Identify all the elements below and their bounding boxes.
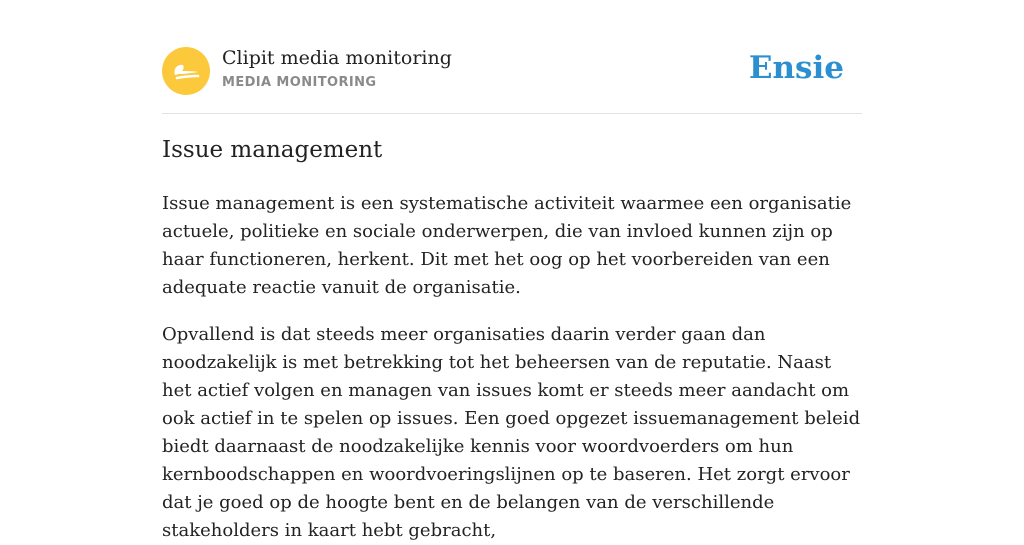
speech-bubble-icon <box>162 47 210 95</box>
article-paragraph: Issue management is een systematische activiteit waarmee een organisatie actuele, politieke en sociale onderwerpen, die van invloed kunnen zijn op haar functioneren, herkent. Dit met het oog op het voorbereiden van een adequate reactie vanuit de organisatie. <box>162 193 852 298</box>
brand-name[interactable]: Clipit media monitoring <box>222 47 452 69</box>
page <box>162 0 862 541</box>
brand-subtitle: MEDIA MONITORING <box>222 75 377 90</box>
article-paragraph: Opvallend is dat steeds meer organisaties daarin verder gaan dan noodzakelijk is met betrekking tot het beheersen van de reputatie. Naast het actief volgen en managen van issues komt er steeds meer aandacht om ook actief in te spelen op issues. Een goed opgezet issuemanagement beleid biedt daarnaast de noodzakelijke kennis voor woordvoerders om hun kernboodschappen en woordvoeringslijnen op te baseren. Het zorgt ervoor dat je goed op de hoogte bent en de belangen van de verschillende stakeholders in kaart hebt gebracht, <box>162 324 861 541</box>
article-title: Issue management <box>162 137 383 163</box>
ensie-logo-link[interactable]: Ensie <box>748 50 844 86</box>
header <box>162 0 862 114</box>
brand-logo[interactable] <box>162 47 210 95</box>
